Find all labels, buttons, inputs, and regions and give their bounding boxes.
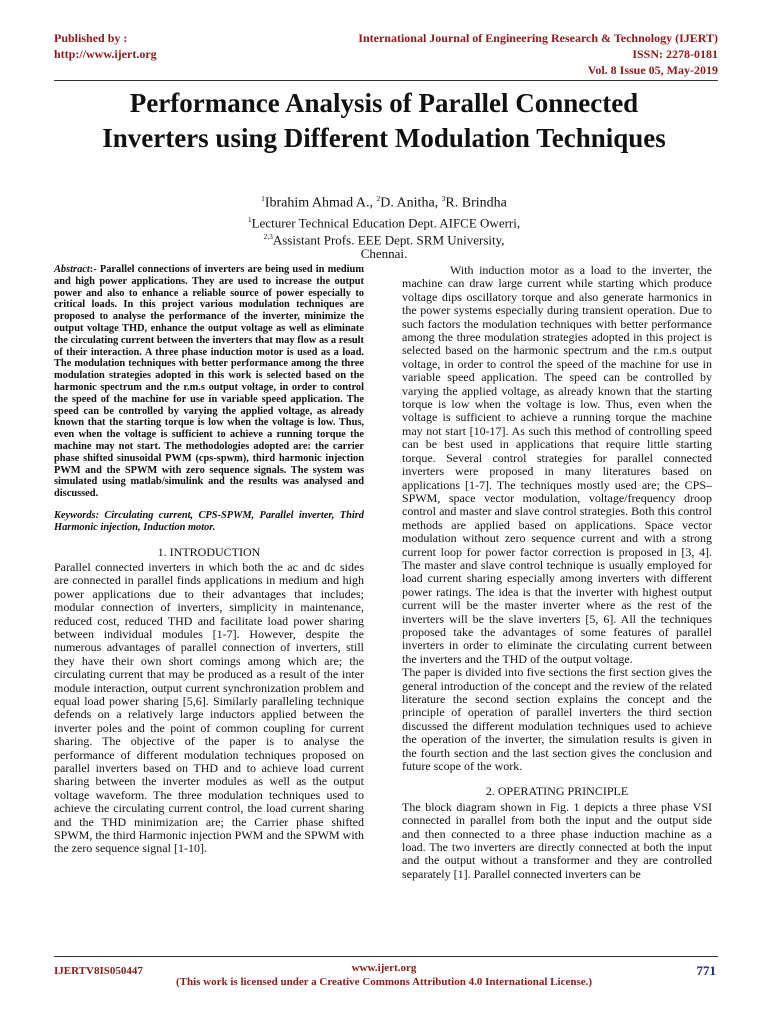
header-rule — [54, 80, 718, 81]
affiliation-1: $^1$Lecturer Technical Education Dept. AIFCE Owerri, — [247, 214, 521, 230]
volume-issue: Vol. 8 Issue 05, May-2019 — [587, 63, 718, 77]
section-1-paragraph-1: Parallel connected inverters in which both the ac and dc sides are connected in parallel finds applications in medium and high power applications due to their advantages that includes; modular connection of inverters, simplicity in maintenance, reduced cost, reduced THD and facilitate load power sharing between individual modules [1-7]. However, despite the numerous advantages of parallel connection of inverters, still they have their own short comings among which are; the circulating current that may be produced as a result of the inter module interaction, output current synchronization problem and equal load power sharing [5,6]. Similarly paralleling technique defends on a relatively large inductors applied between the inverter poles and the point of common coupling for current sharing. The objective of the paper is to analyse the performance of different modulation techniques proposed on parallel inverters based on THD and to achieve load current sharing between the inverter modules as well as the output voltage waveform. The three modulation techniques used to achieve the circulating current control, the load current sharing and the THD minimization are; the Carrier phase shifted SPWM, the third Harmonic injection PWM and the SPWM with the zero sequence signal [1-10]. — [54, 559, 364, 856]
abstract — [54, 264, 364, 500]
left-column — [54, 264, 364, 856]
keywords: Keywords: Circulating current, CPS-SPWM, Parallel inverter, Third Harmonic injection, Induction motor. — [54, 509, 364, 533]
section-2-heading: 2. OPERATING PRINCIPLE — [485, 784, 629, 799]
section-1-paragraph-3: The paper is divided into five sections the first section gives the general introduction of the concept and the review of the related literature the second section explains the concept and the principle of operation of parallel inverters the third section discussed the different modulation techniques used to achieve the operation of the inverter, the simulation results is given in the fourth section and the last section gives the conclusion and future scope of the work. — [402, 665, 712, 774]
section-1-paragraph-2: With induction motor as a load to the inverter, the machine can draw large current while starting which produce voltage dips oscillatory torque and also generate harmonics in the power systems especially during transient operation. Due to such factors the modulation techniques with better performance among the three modulation strategies adopted in this project is selected based on the harmonic spectrum and the r.m.s output voltage, in order to control the speed of the machine for use in variable speed application. The speed can be controlled by varying the applied voltage, as already known that the starting torque is low when the voltage is low. Thus, even when the voltage is sufficient to achieve a running torque the machine may not start [10-17]. As such this method of controlling speed can be best used in applications that require little starting torque. Several control strategies for parallel connected inverters were proposed in many literatures based on applications [1-7]. The techniques mostly used are; the CPS–SPWM, space vector modulation, voltage/frequency droop control and master and slave control strategies. Both this control methods are applied based on applications. Space vector modulation without zero sequence current and with a strong current loop for power factor correction is proposed in [3, 4]. The master and slave control technique is usually employed for load current sharing especially among inverters with different power ratings. The idea is that the inverter with highest output current will be the master inverter where as the rest of the inverters will be the slave inverters [5, 6]. All the techniques proposed take the advantages of some features of parallel inverters in order to eliminate the circulating current between the inverters and the THD of the output voltage. — [402, 263, 712, 666]
footer-url-link[interactable]: www.ijert.org — [351, 962, 417, 974]
paper-title — [40, 86, 728, 156]
publisher-site-link[interactable]: http://www.ijert.org — [54, 47, 157, 61]
journal-name: International Journal of Engineering Research & Technology (IJERT) — [358, 31, 718, 45]
page-number: 771 — [696, 963, 716, 978]
affiliation-3: Chennai. — [360, 246, 408, 262]
author-names: $^1$Ibrahim Ahmad A., $^2$D. Anitha, $^3$R. Brindha — [261, 194, 507, 211]
publisher-label: Published by : — [54, 31, 128, 45]
author-block — [0, 190, 768, 261]
title-line-2: Inverters using Different Modulation Techniques — [102, 123, 666, 153]
abstract-label: Abstract — [54, 264, 90, 275]
section-2-paragraph-1: The block diagram shown in Fig. 1 depicts a three phase VSI connected in parallel from both the input and the output side and then connected to a three phase induction machine as a load. The two inverters are directly connected at both the input and the output without a transformer and they are controlled separately [1]. Parallel connected inverters can be — [402, 799, 712, 881]
footer-center — [0, 961, 768, 989]
right-column — [402, 264, 712, 881]
affiliation-2: $^{2,3}$Assistant Profs. EEE Dept. SRM University, — [263, 231, 505, 248]
section-1-heading: 1. INTRODUCTION — [157, 544, 261, 559]
paper-id: IJERTV8IS050447 — [54, 965, 143, 977]
header-right — [358, 30, 718, 78]
footer-rule — [54, 956, 718, 957]
abstract-text: :- Parallel connections of inverters are being used in medium and high power applications. They are used to increase the output power and also to enhance a reliable source of power especially to critical loads. In this project various modulation techniques are proposed to analyse the performance of the inverter, minimize the output voltage THD, enhance the output voltage as well as eliminate the circulating current between the inverters that may flow as a result of their interaction. A three phase induction motor is used as a load. The modulation techniques with better performance among the three modulation strategies adopted in this work is selected based on the harmonic spectrum and the r.m.s output voltage, in order to control the speed of the machine for use in variable speed application. The speed can be controlled by varying the applied voltage, as already known that the starting torque is low when the voltage is low. Thus, even when the voltage is sufficient to achieve a running torque the machine may not start. The methodologies adopted are: the carrier phase shifted sinusoidal PWM (cps-spwm), third harmonic injection PWM and the SPWM with zero sequence signals. The system was simulated using matlab/simulink and the results was analysed and discussed. — [54, 264, 364, 500]
license-note: (This work is licensed under a Creative Commons Attribution 4.0 International License.) — [175, 976, 593, 988]
title-line-1: Performance Analysis of Parallel Connected — [129, 88, 639, 118]
header-left — [54, 30, 157, 62]
issn: ISSN: 2278-0181 — [632, 47, 718, 61]
